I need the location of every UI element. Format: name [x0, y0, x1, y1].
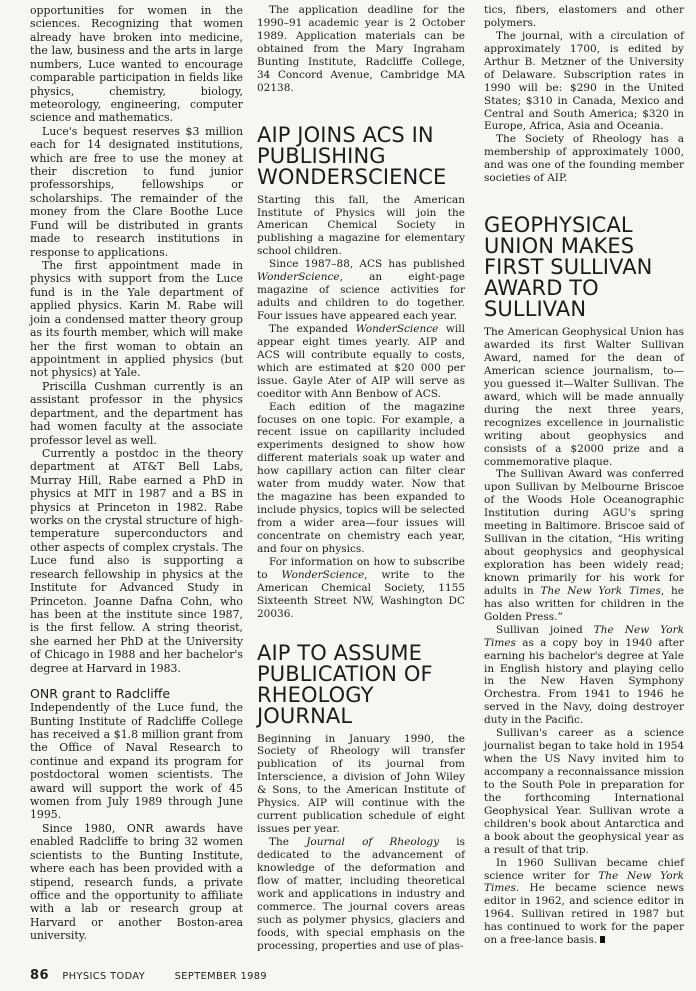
page-number: 86 [30, 968, 49, 983]
column-2 [257, 4, 465, 952]
paragraph: opportunities for women in the sciences. Recognizing that women already have broken into medicine, the law, business and the arts in large numbers, Luce wanted to encourage comparable participation in fields like physics, chemistry, biology, meteorology, engineering, computer science and mathematics. [30, 4, 243, 125]
journal-name: PHYSICS TODAY [62, 971, 146, 982]
paragraph: For information on how to subscribe to WonderScience, write to the American Chemical Society, 1155 Sixteenth Street NW, Washington DC 20036. [257, 555, 465, 620]
publication-title: WonderScience [281, 568, 365, 581]
paragraph: In 1960 Sullivan became chief science writer for The New York Times. He became science news editor in 1962, and science editor in 1964. Sullivan retired in 1987 but has continued to work for the paper on a free-lance basis. [484, 856, 684, 947]
page-footer [30, 968, 267, 983]
paragraph: Sullivan joined The New York Times as a copy boy in 1940 after earning his bachelor's degree at Yale in English history and playing cello in the New Haven Symphony Orchestra. From 1941 to 1946 he served in the Navy, doing destroyer duty in the Pacific. [484, 623, 684, 727]
paragraph: Beginning in January 1990, the Society of Rheology will transfer publication of its journal from Interscience, a division of John Wiley & Sons, to the American Institute of Physics. AIP will continue with the current publication schedule of eight issues per year. [257, 732, 465, 836]
paragraph: tics, fibers, elastomers and other polymers. [484, 4, 684, 29]
column-1 [30, 4, 243, 943]
publication-title: The New York Times [484, 623, 684, 649]
paragraph: The Society of Rheology has a membership of approximately 1000, and was one of the founding member societies of AIP. [484, 133, 684, 185]
publication-title: The New York Times [484, 869, 684, 895]
headline-aip-joins-acs: AIP JOINS ACS IN PUBLISHING WONDERSCIENCE [257, 122, 447, 189]
paragraph: Each edition of the magazine focuses on one topic. For example, a recent issue on capillarity included experiments designed to show how different materials soak up water and how capillary action can filter clear water from muddy water. Now that the magazine has been expanded to include physics, topics will be selected from a wider area—four issues will concentrate on chemistry each year, and four on physics. [257, 400, 465, 555]
publication-title: The New York Times [540, 584, 661, 597]
paragraph: Currently a postdoc in the theory department at AT&T Bell Labs, Murray Hill, Rabe earned a PhD in physics at MIT in 1987 and a BS in physics at Princeton in 1982. Rabe works on the crystal structure of high-temperature superconductors and other aspects of complex crystals. The Luce fund also is supporting a research fellowship in physics at the Institute for Advanced Study in Princeton. Joanne Dafna Cohn, who has been at the institute since 1987, is the first fellow. A string theorist, she earned her PhD at the University of Chicago in 1988 and her bachelor's degree at Harvard in 1983. [30, 446, 243, 675]
paragraph: Independently of the Luce fund, the Bunting Institute of Radcliffe College has received a $1.8 million grant from the Office of Naval Research to continue and expand its program for postdoctoral women scientists. The award will support the work of 45 women from July 1989 through June 1995. [30, 701, 243, 822]
headline-rheology-journal: AIP TO ASSUME PUBLICATION OF RHEOLOGY JOURNAL [257, 640, 433, 728]
paragraph: Sullivan's career as a science journalist began to take hold in 1954 when the US Navy invited him to accompany a reconnaissance mission to the South Pole in preparation for the forthcoming International Geophysical Year. Sullivan wrote a children's book about Antarctica and a book about the geophysical year as a result of that trip. [484, 727, 684, 856]
publication-title: Journal of Rheology [306, 836, 440, 848]
paragraph: The first appointment made in physics with support from the Luce fund is in the Yale department of applied physics. Karin M. Rabe will join a condensed matter theory group as its fourth member, which will make her the first woman to obtain an appointment in applied physics (but not physics) at Yale. [30, 259, 243, 380]
headline-geophysical-union: GEOPHYSICAL UNION MAKES FIRST SULLIVAN AWARD TO SULLIVAN [484, 213, 653, 322]
paragraph: Since 1987–88, ACS has published WonderScience, an eight-page magazine of science activities for adults and children to do together. Four issues have appeared each year. [257, 258, 465, 322]
publication-title: WonderScience [257, 271, 340, 284]
paragraph: Luce's bequest reserves $3 million each for 14 designated institutions, which are free to use the money at their discretion to fund junior professorships, fellowships or scholarships. The remainder of the money from the Clare Boothe Luce Fund will be distributed in grants made to research institutions in response to applications. [30, 124, 243, 259]
column-3 [484, 4, 684, 947]
publication-title: WonderScience [355, 322, 439, 335]
paragraph: Priscilla Cushman currently is an assistant professor in the physics department, and the department has had women faculty at the associate professor level as well. [30, 379, 243, 447]
end-of-article-mark [600, 936, 605, 943]
subheading-onr-grant: ONR grant to Radcliffe [30, 686, 171, 702]
paragraph: Since 1980, ONR awards have enabled Radcliffe to bring 32 women scientists to the Bunting Institute, where each has been provided with a stipend, research funds, a private office and the opportunity to affiliate with a lab or research group at Harvard or another Boston-area university. [30, 821, 243, 943]
paragraph: Starting this fall, the American Institute of Physics will join the American Chemical Society in publishing a magazine for elementary school children. [257, 193, 465, 258]
paragraph: The application deadline for the 1990–91 academic year is 2 October 1989. Application materials can be obtained from the Mary Ingraham Bunting Institute, Radcliffe College, 34 Concord Avenue, Cambridge MA 02138. [257, 4, 465, 94]
paragraph: The Sullivan Award was conferred upon Sullivan by Melbourne Briscoe of the Woods Hole Oceanographic Institution during AGU's spring meeting in Baltimore. Briscoe said of Sullivan in the citation, “His writing about geophysics and geophysical exploration has been widely read; known primarily for his work for adults in The New York Times, he has also written for children in the Golden Press.” [484, 468, 685, 623]
paragraph: The American Geophysical Union has awarded its first Walter Sullivan Award, named for the dean of American science journalism, to—you guessed it—Walter Sullivan. The award, which will be made annually during the next three years, recognizes excellence in journalistic writing about geophysics and consists of a $2000 prize and a commemorative plaque. [484, 326, 684, 468]
issue-date: SEPTEMBER 1989 [174, 971, 267, 982]
paragraph: The expanded WonderScience will appear eight times yearly. AIP and ACS will contribute equally to costs, which are estimated at $20 000 per issue. Gayle Ater of AIP will serve as coeditor with Ann Benbow of ACS. [257, 322, 465, 400]
paragraph: The journal, with a circulation of approximately 1700, is edited by Arthur B. Metzner of the University of Delaware. Subscription rates in 1990 will be: $290 in the United States; $310 in Canada, Mexico and Central and South America; $320 in Europe, Africa, Asia and Oceania. [484, 29, 684, 133]
paragraph: The Journal of Rheology is dedicated to the advancement of knowledge of the deformation and flow of matter, including theoretical work and applications in industry and commerce. The journal covers areas such as polymer physics, glaciers and foods, with special emphasis on the processing, properties and use of plas- [257, 836, 465, 952]
